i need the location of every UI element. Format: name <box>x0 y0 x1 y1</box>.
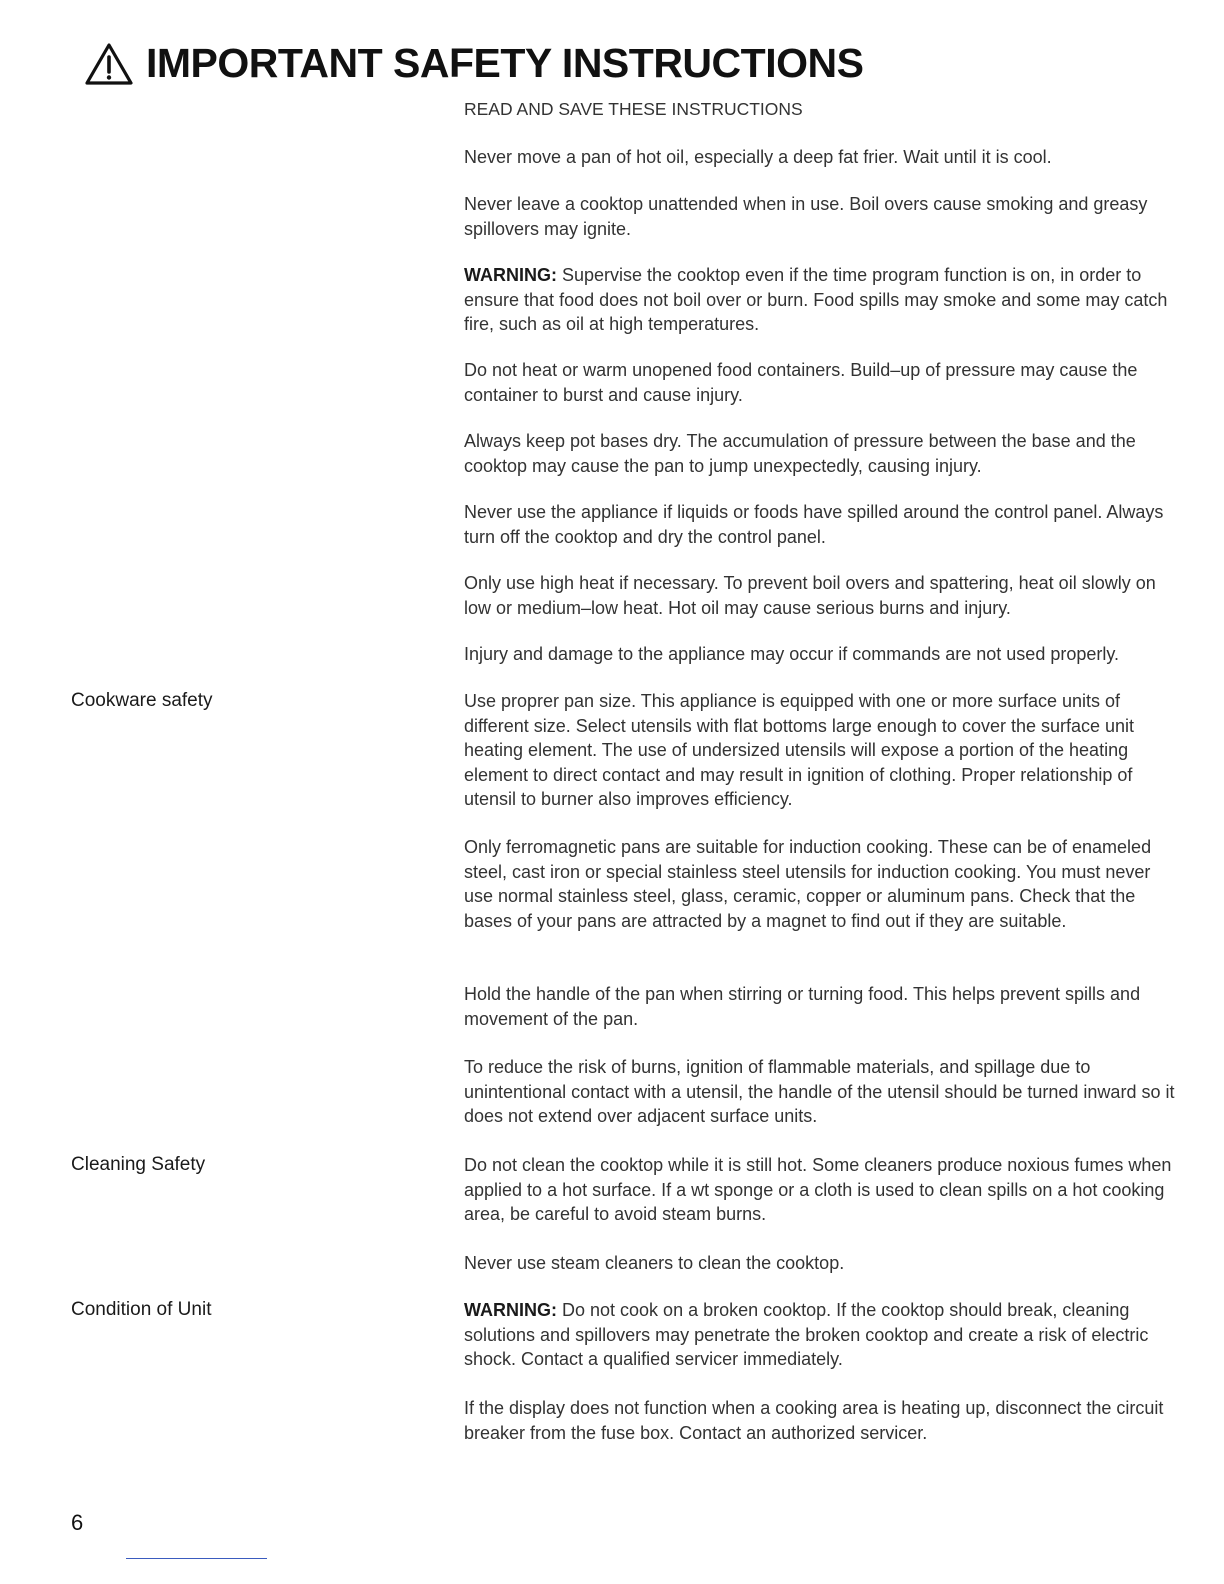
paragraph: Do not heat or warm unopened food containers. Build–up of pressure may cause the container to burst and cause injury. <box>464 360 1138 405</box>
paragraph: Only use high heat if necessary. To prevent boil overs and spattering, heat oil slowly on low or medium–low heat. Hot oil may cause serious burns and injury. <box>464 573 1156 618</box>
page-subtitle: READ AND SAVE THESE INSTRUCTIONS <box>464 99 803 119</box>
page-header <box>84 40 863 87</box>
warning-paragraph <box>464 1298 1184 1372</box>
paragraph: Never move a pan of hot oil, especially a deep fat frier. Wait until it is cool. <box>464 147 1052 167</box>
page-number: 6 <box>71 1510 84 1535</box>
warning-text: Supervise the cooktop even if the time program function is on, in order to ensure that food does not boil over or burn. Food spills may smoke and some may catch fire, such as oil at high temperatures. <box>464 265 1168 334</box>
paragraph: Never use steam cleaners to clean the cooktop. <box>464 1253 845 1273</box>
paragraph: Use proprer pan size. This appliance is equipped with one or more surface units of different size. Select utensils with flat bottoms large enough to cover the surface unit heating element. The use of undersized utensils will expose a portion of the heating element to direct contact and may result in ignition of clothing. Proper relationship of utensil to burner also improves efficiency. <box>464 691 1135 809</box>
warning-text: Do not cook on a broken cooktop. If the cooktop should break, cleaning solutions and spillovers may penetrate the broken cooktop and create a risk of electric shock. Contact a qualified servicer immediately. <box>464 1300 1149 1369</box>
warning-label: WARNING: <box>464 1300 557 1320</box>
paragraph: If the display does not function when a cooking area is heating up, disconnect the circuit breaker from the fuse box. Contact an authorized servicer. <box>464 1398 1164 1443</box>
warning-label: WARNING: <box>464 265 557 285</box>
paragraph: Injury and damage to the appliance may occur if commands are not used properly. <box>464 644 1120 664</box>
paragraph: Only ferromagnetic pans are suitable for induction cooking. These can be of enameled steel, cast iron or special stainless steel utensils for induction cooking. You must never use normal stainless steel, glass, ceramic, copper or aluminum pans. Check that the bases of your pans are attracted by a magnet to find out if they are suitable. <box>464 837 1152 931</box>
section-label-cookware: Cookware safety <box>71 690 213 711</box>
paragraph: Hold the handle of the pan when stirring or turning food. This helps prevent spills and movement of the pan. <box>464 984 1141 1029</box>
paragraph: Always keep pot bases dry. The accumulation of pressure between the base and the cooktop may cause the pan to jump unexpectedly, causing injury. <box>464 431 1136 476</box>
section-label-condition: Condition of Unit <box>71 1299 212 1320</box>
paragraph: Never leave a cooktop unattended when in use. Boil overs cause smoking and greasy spillovers may ignite. <box>464 194 1148 239</box>
footer-rule <box>126 1558 267 1559</box>
paragraph: Never use the appliance if liquids or foods have spilled around the control panel. Always turn off the cooktop and dry the control panel. <box>464 502 1164 547</box>
page-title: IMPORTANT SAFETY INSTRUCTIONS <box>146 40 864 86</box>
paragraph: Do not clean the cooktop while it is still hot. Some cleaners produce noxious fumes when applied to a hot surface. If a wt sponge or a cloth is used to clean spills on a hot cooking area, be careful to avoid steam burns. <box>464 1155 1172 1224</box>
warning-triangle-icon <box>84 42 134 86</box>
section-label-cleaning: Cleaning Safety <box>71 1154 206 1175</box>
warning-paragraph <box>464 263 1184 337</box>
paragraph: To reduce the risk of burns, ignition of flammable materials, and spillage due to unintentional contact with a utensil, the handle of the utensil should be turned inward so it does not extend over adjacent surface units. <box>464 1057 1175 1126</box>
